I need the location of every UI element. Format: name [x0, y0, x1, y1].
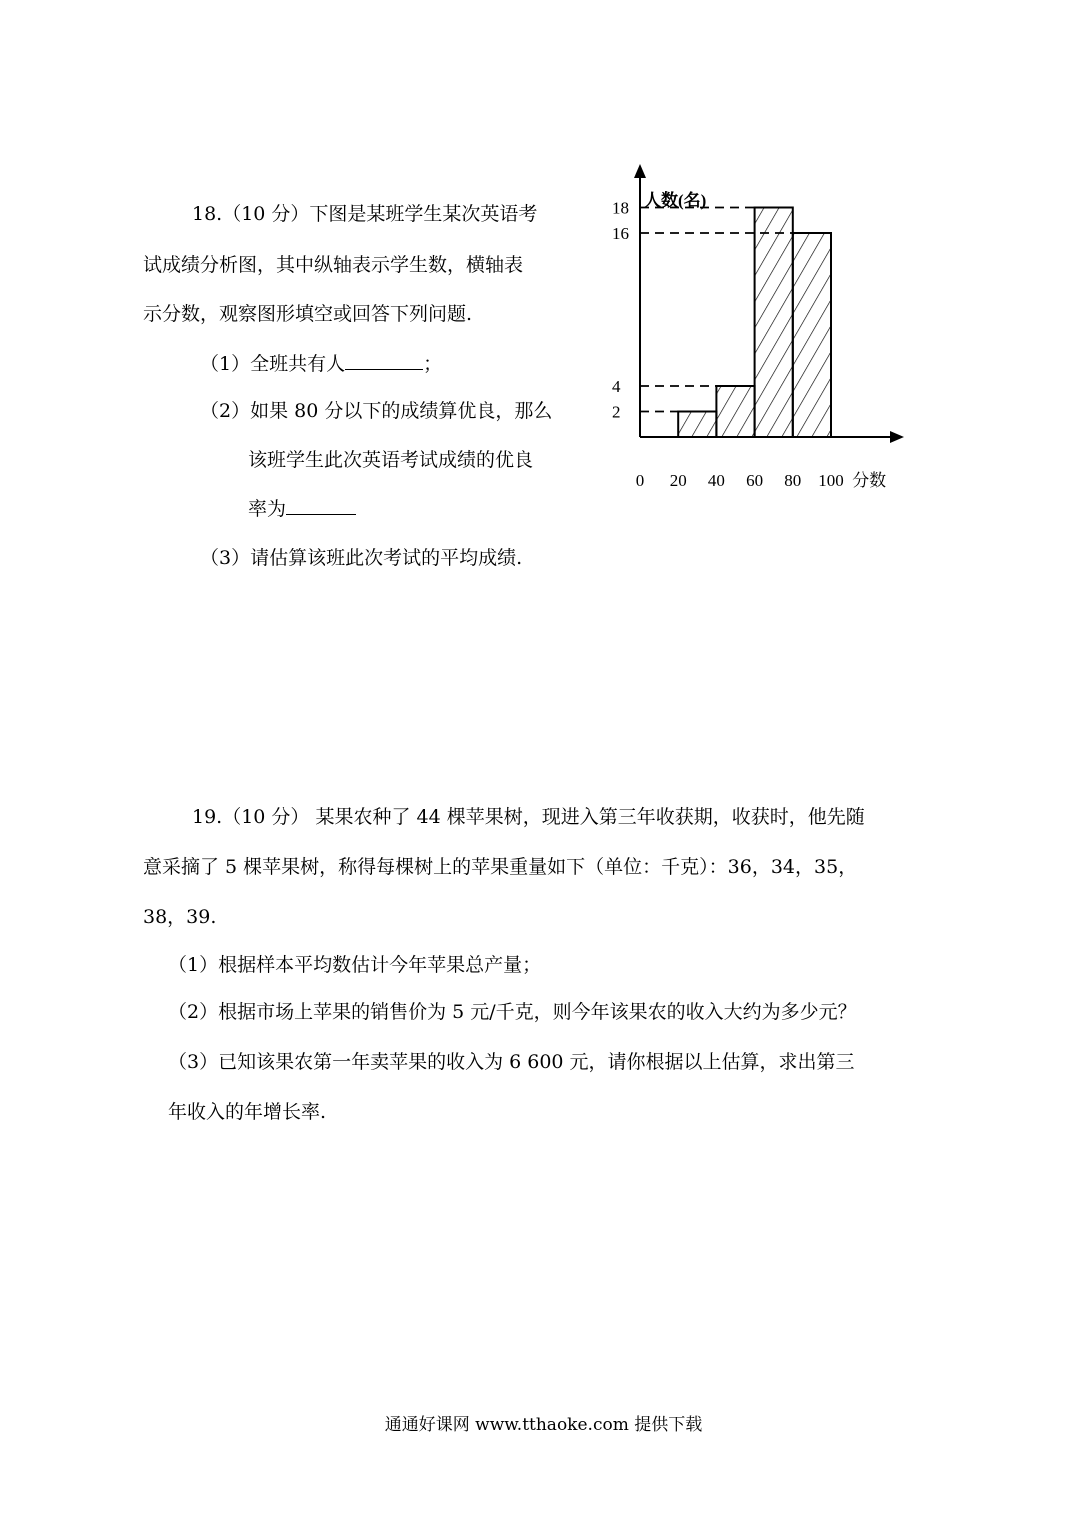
- q18-part2c: [248, 496, 356, 521]
- x-tick-label: 80: [784, 471, 802, 490]
- y-tick-label: 2: [612, 402, 621, 422]
- q19-line1: 19.（10 分） 某果农种了 44 棵苹果树，现进入第三年收获期，收获时，他先随: [192, 806, 865, 828]
- x-tick-label: 40: [707, 471, 725, 490]
- q19-part3b: 年收入的年增长率.: [168, 1101, 327, 1123]
- x-tick-label: 100: [818, 471, 844, 490]
- q19-part2: （2）根据市场上苹果的销售价为 5 元/千克，则今年该果农的收入大约为多少元？: [168, 1001, 857, 1023]
- q18-part1: [200, 351, 442, 376]
- footer-credit: 通通好课网 www.tthaoke.com 提供下载: [384, 1415, 703, 1435]
- q19-line2: 意采摘了 5 棵苹果树，称得每棵树上的苹果重量如下（单位：千克）：36，34，35，: [143, 856, 858, 878]
- q18-part1-text: （1）全班共有人: [200, 353, 346, 375]
- histogram-bar: [678, 412, 716, 438]
- histogram-bar: [793, 233, 831, 437]
- x-axis-arrow: [890, 431, 904, 443]
- q18-part3: （3）请估算该班此次考试的平均成绩.: [200, 547, 523, 569]
- score-histogram: [596, 160, 936, 490]
- x-tick-label: 分数: [852, 471, 887, 490]
- q19-line3: 38，39.: [143, 906, 217, 928]
- answer-blank: [345, 351, 423, 370]
- q18-part2b: 该班学生此次英语考试成绩的优良: [248, 449, 534, 471]
- q18-part2c-text: 率为: [248, 498, 287, 520]
- histogram-bar: [755, 208, 793, 438]
- y-tick-label: 4: [612, 377, 621, 396]
- q18-line2: 试成绩分析图，其中纵轴表示学生数，横轴表: [143, 254, 524, 276]
- q19-part3a: （3）已知该果农第一年卖苹果的收入为 6 600 元，请你根据以上估算，求出第三: [168, 1051, 855, 1073]
- q18-part2a: （2）如果 80 分以下的成绩算优良，那么: [200, 400, 553, 422]
- q19-part1: （1）根据样本平均数估计今年苹果总产量；: [168, 954, 542, 976]
- y-tick-label: 18: [612, 198, 629, 218]
- x-tick-label: 0: [635, 471, 645, 490]
- histogram-bar: [716, 386, 754, 437]
- q18-line1: 18.（10 分）下图是某班学生某次英语考: [192, 203, 538, 225]
- x-tick-label: 60: [746, 471, 764, 490]
- y-axis-label: 人数(名): [644, 191, 707, 210]
- q18-line3: 示分数，观察图形填空或回答下列问题.: [143, 303, 473, 325]
- x-tick-label: 20: [669, 471, 687, 490]
- y-tick-label: 16: [612, 224, 629, 243]
- q18-part1-end: ；: [423, 353, 443, 375]
- answer-blank: [286, 496, 356, 515]
- y-axis-arrow: [634, 164, 646, 178]
